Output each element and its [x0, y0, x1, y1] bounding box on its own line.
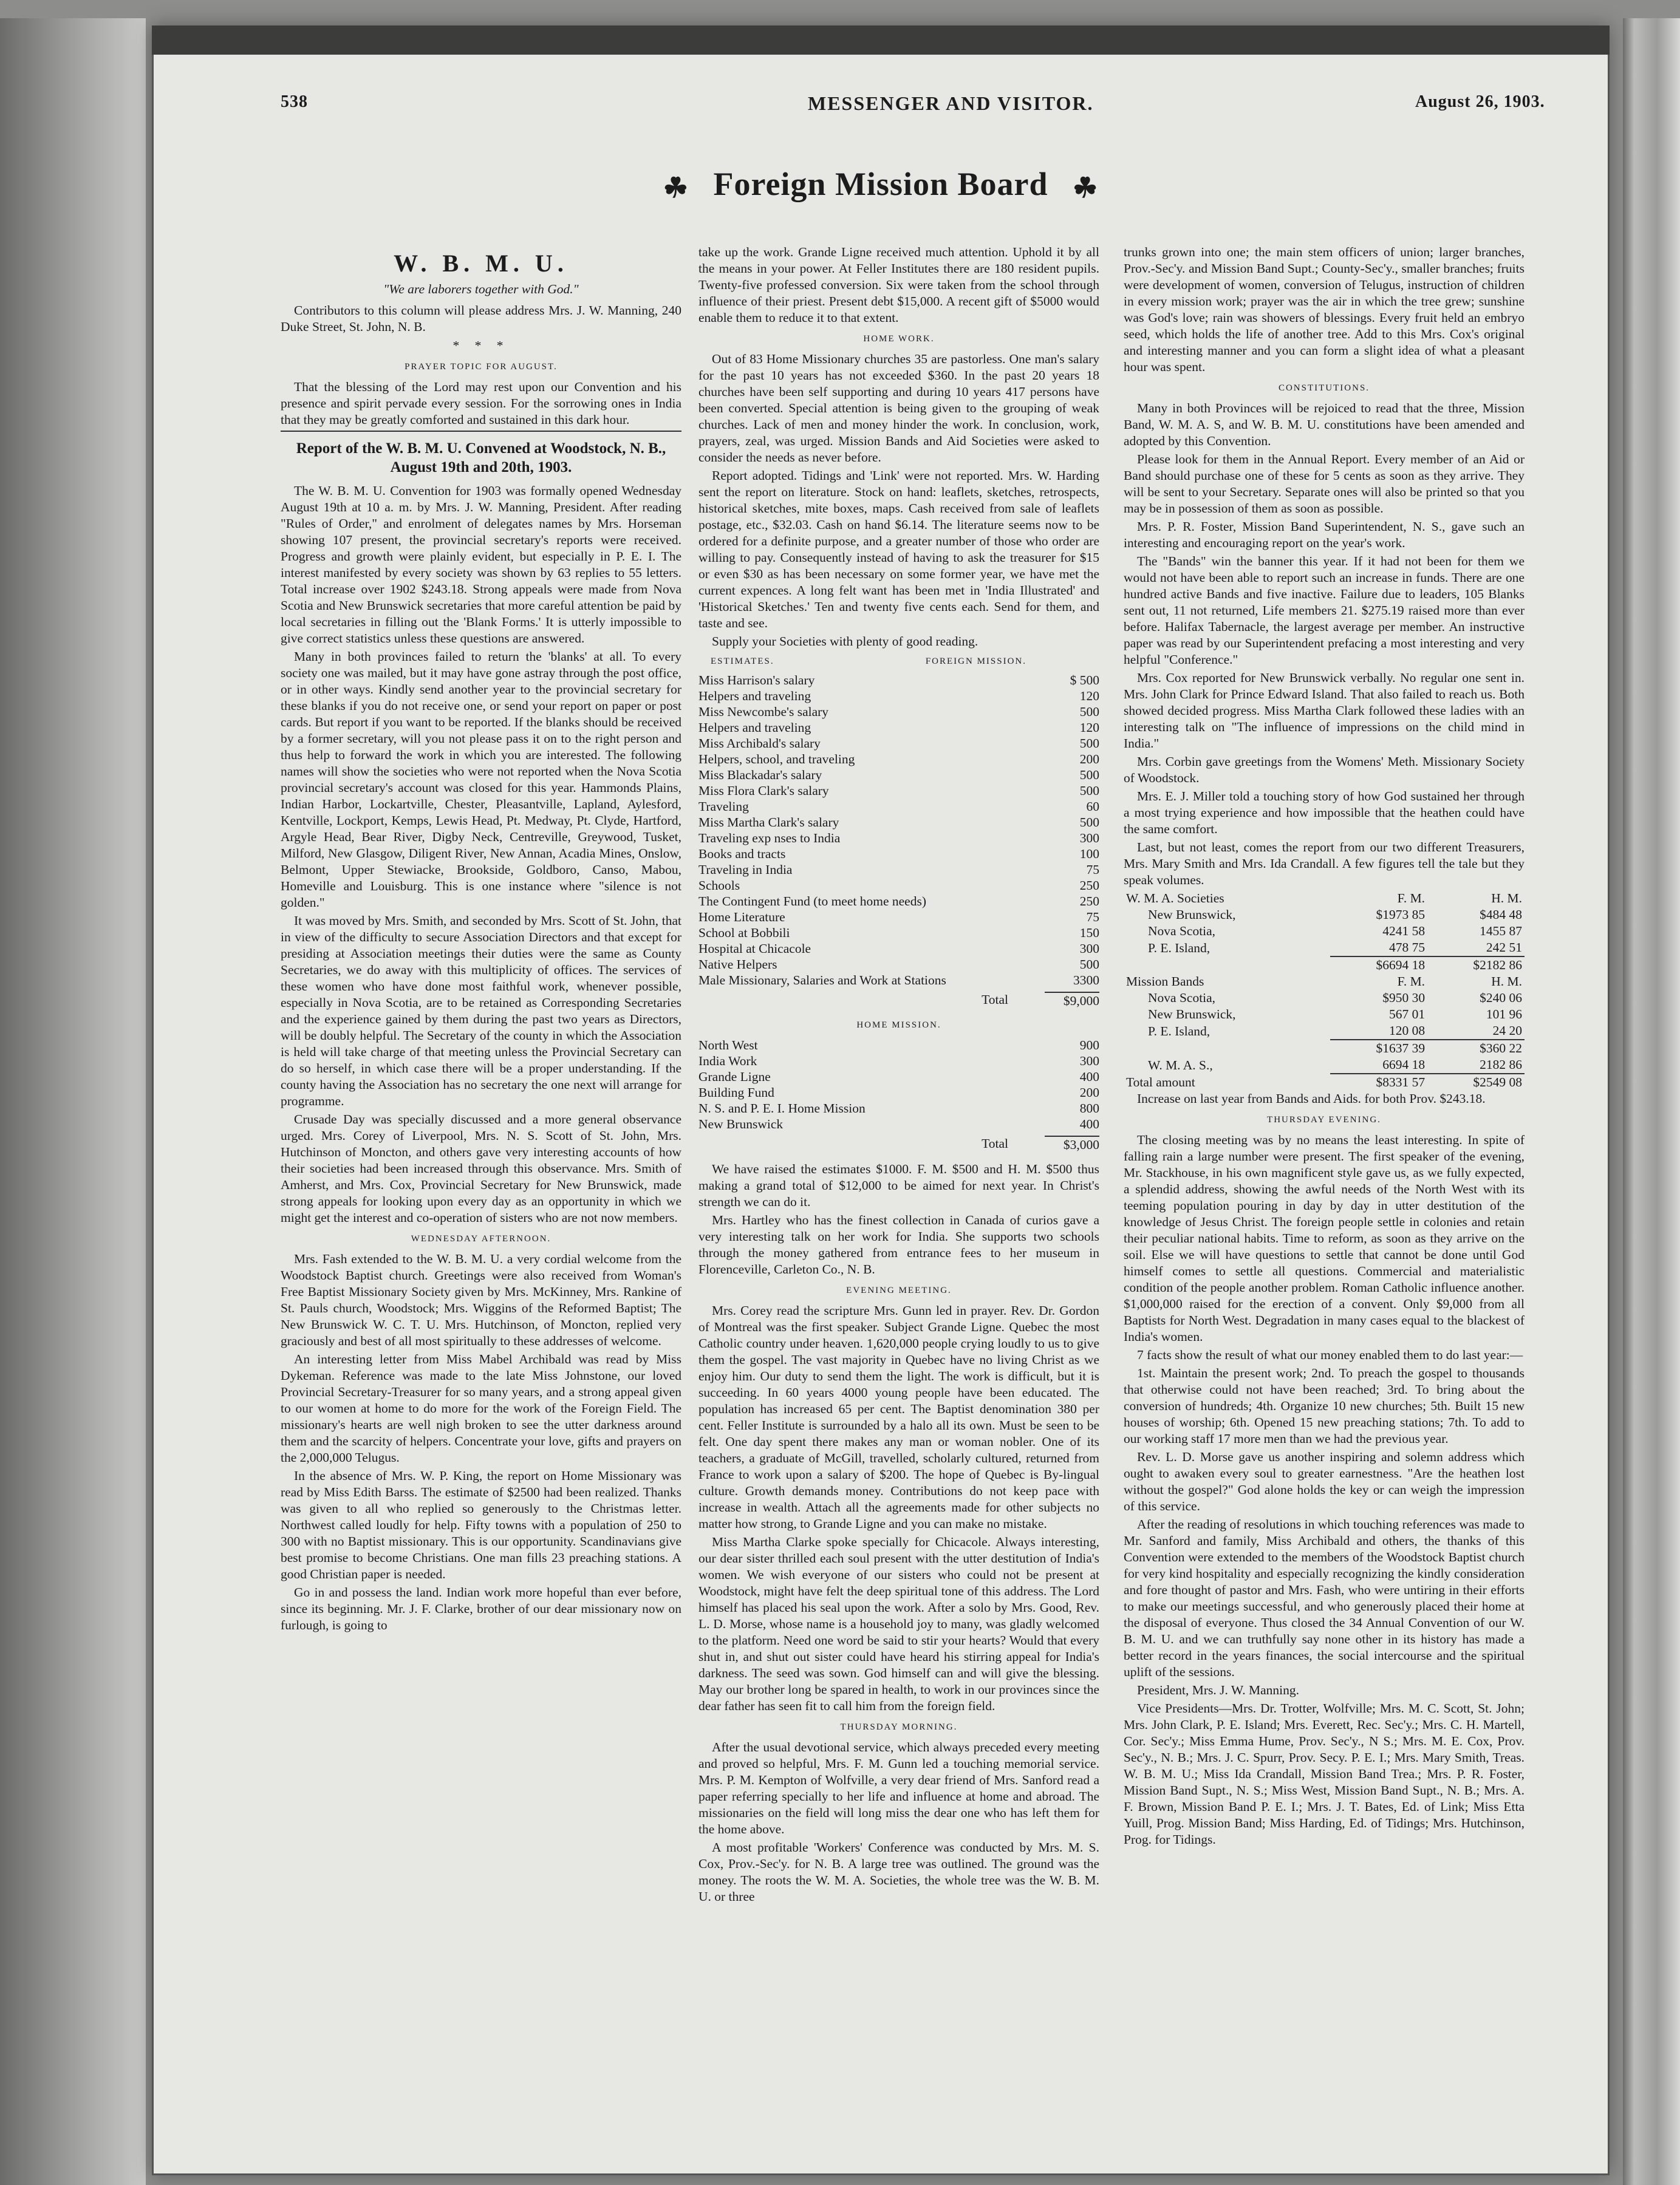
paragraph: Out of 83 Home Missionary churches 35 are pastorless. One man's salary for the past 10 years has not exceeded $360. In the past 20 years 18 churches have been self supporting and during 10 years 417 persons have been converted. Special attention is being given to the grouping of weak churches. Lack of men and money hinder the work. In conclusion, work, prayers, zeal, was urged. Mission Bands and Aid Societies were asked to consider the needs as never before.	[698, 352, 1099, 465]
total-amount: $9,000	[1045, 992, 1099, 1009]
table-cell: Total amount	[1126, 1074, 1195, 1089]
paragraph: In the absence of Mrs. W. P. King, the report on Home Missionary was read by Miss Edith Barss. The estimate of $2500 had been realized. Thanks was given to all who replied so generously to the Christmas letter. Northwest called loudly for help. Fifty towns with a population of 250 to 300 with no Baptist missionary. This is our opportunity. Scandinavians give best promise to become Christians. One man fills 23 preaching stations. A good Christian paper is needed.	[281, 1468, 681, 1581]
estimate-amount: 500	[1079, 736, 1099, 751]
paragraph: Mrs. Fash extended to the W. B. M. U. a very cordial welcome from the Woodstock Baptist church. Greetings were also received from Woman's Free Baptist Missionary Society given by Mrs. McKinney, Mrs. Rankine of St. Pauls church, Woodstock; Mrs. Wiggins of the Reformed Baptist; The New Brunswick W. C. T. U. Mrs. Hutchinson, of Moncton, replied very graciously and best of all most spiritually to these addresses of welcome.	[281, 1252, 681, 1348]
estimate-row	[698, 783, 1099, 799]
table-cell: W. M. A. Societies	[1126, 891, 1224, 905]
estimate-label: Home Literature	[698, 910, 785, 924]
estimate-amount: 300	[1079, 1054, 1099, 1068]
paper-name: MESSENGER AND VISITOR.	[808, 92, 1094, 114]
estimate-amount: 60	[1086, 799, 1099, 814]
table-cell: New Brunswick,	[1148, 907, 1236, 922]
estimate-row	[698, 720, 1099, 735]
table-cell: $1637 39	[1330, 1040, 1427, 1057]
table-row	[1124, 956, 1525, 973]
table-cell: $8331 57	[1330, 1074, 1427, 1091]
table-cell: 101 96	[1486, 1007, 1522, 1021]
estimate-row	[698, 909, 1099, 925]
column-3	[1124, 244, 1525, 1850]
home-mission-list	[698, 1037, 1099, 1132]
estimate-label: Schools	[698, 878, 740, 893]
foreign-mission-total-row	[698, 992, 1099, 1009]
table-cell: 478 75	[1388, 940, 1426, 955]
estimate-label: New Brunswick	[698, 1117, 784, 1131]
table-cell: W. M. A. S.,	[1148, 1057, 1213, 1072]
estimate-label: School at Bobbili	[698, 925, 790, 940]
paragraph: Please look for them in the Annual Report. Every member of an Aid or Band should purchase one of these for 5 cents as soon as they arrive. They will be sent to your Secretary. Separate ones will also be printed so that you may be in possession of them as soon as possible.	[1124, 452, 1525, 516]
estimate-row	[698, 672, 1099, 688]
estimate-amount: 400	[1079, 1117, 1099, 1131]
paragraph: Mrs. Cox reported for New Brunswick verbally. No regular one sent in. Mrs. John Clark for Prince Edward Island. That also failed to reach us. Both showed decided progress. Miss Martha Clark followed these ladies with an interesting talk on "The influence of impressions on the child mind in India."	[1124, 670, 1525, 751]
estimate-label: Hospital at Chicacole	[698, 941, 811, 956]
table-cell: 6694 18	[1382, 1057, 1426, 1072]
estimate-amount: 500	[1079, 704, 1099, 719]
table-cell: Nova Scotia,	[1148, 924, 1216, 938]
paragraph: We have raised the estimates $1000. F. M. $500 and H. M. $500 thus making a grand total of $12,000 to be aimed for next year. In Christ's strength we can do it.	[698, 1162, 1099, 1209]
clover-ornament-icon: ☘	[1073, 172, 1099, 203]
paragraph: trunks grown into one; the main stem officers of union; larger branches, Prov.-Sec'y. and Mission Band Supt.; County-Sec'y., smaller branches; fruits were development of women, conversion of Telugus, instruction of children in every mission work; prayer was the air in which the tree grew; sunshine was God's love; rain was showers of blessings. Every fruit held an embryo seed, which holds the life of another tree. Add to this Mrs. Cox's original and interesting manner and you can form a slight idea of what a pleasant hour was spent.	[1124, 245, 1525, 374]
estimate-label: The Contingent Fund (to meet home needs)	[698, 894, 926, 908]
table-row	[1124, 890, 1525, 907]
table-row	[1124, 907, 1525, 923]
estimate-label: Miss Newcombe's salary	[698, 704, 829, 719]
prayer-topic: That the blessing of the Lord may rest upon our Convention and his presence and spirit pervade every session. For the sorrowing ones in India that they may be greatly comforted and sustained in this dark hour.	[281, 380, 681, 427]
table-cell: $950 30	[1382, 990, 1426, 1005]
estimate-label: India Work	[698, 1054, 757, 1068]
increase-note: Increase on last year from Bands and Aids. for both Prov. $243.18.	[1137, 1091, 1486, 1106]
table-cell: New Brunswick,	[1148, 1007, 1236, 1021]
clover-ornament-icon: ☘	[663, 172, 689, 203]
estimates-header	[698, 653, 1099, 670]
estimate-label: Building Fund	[698, 1085, 774, 1100]
paragraph: Vice Presidents—Mrs. Dr. Trotter, Wolfville; Mrs. M. C. Scott, St. John; Mrs. John Clark, P. E. Island; Mrs. Everett, Rec. Sec'y.; Mrs. C. H. Martell, Cor. Sec'y.; Miss Emma Hume, Prov. Sec'y., N S.; Mrs. M. E. Cox, Prov. Sec'y., N. B.; Mrs. J. C. Spurr, Prov. Secy. P. E. I.; Mrs. Mary Smith, Treas. W. B. M. U.; Miss Ida Crandall, Mission Band Trea.; Mrs. P. R. Foster, Mission Band Supt., N. S.; Miss West, Mission Band Supt., N. B.; Mrs. A. F. Brown, Mission Band P. E. I.; Mrs. J. T. Bates, Ed. of Link; Miss Etta Yuill, Prog. Mission Band; Miss Harding, Ed. of Tidings; Mrs. Hutchinson, Prog. for Tidings.	[1124, 1701, 1525, 1847]
paragraph: President, Mrs. J. W. Manning.	[1137, 1683, 1299, 1697]
estimate-row	[698, 1100, 1099, 1116]
paragraph: The closing meeting was by no means the least interesting. In spite of falling rain a large number were present. The first speaker of the evening, Mr. Stackhouse, in his own magnificent style gave us, as we fully expected, a splendid address, showing the awful needs of the North West with its teeming population pouring in day by day in utter destitution of the knowledge of Jesus Christ. The foreign people settle in colonies and retain their peculiar national habits. Time to reform, as soon as they arrive on the soil. Else we will have questions to settle that cannot be done until God himself comes to settle all questions. Commercial and materialistic condition of the people another problem. Roman Catholic influence another. $1,000,000 raised for the erection of a convent. Only $9,000 from all Baptists for North West. Degradation in many cases equal to the blackest of India's women.	[1124, 1133, 1525, 1344]
column-header-fm: F. M.	[1397, 891, 1426, 905]
estimate-amount: 500	[1079, 815, 1099, 830]
table-cell: P. E. Island,	[1148, 940, 1210, 955]
separator-stars: * * *	[452, 338, 510, 353]
prayer-topic-heading: PRAYER TOPIC FOR AUGUST.	[405, 362, 558, 372]
estimate-label: North West	[698, 1038, 758, 1052]
paragraph: After the reading of resolutions in which touching references was made to Mr. Sanford and family, Miss Archibald and others, the thanks of this Convention were extended to the members of the Woodstock Baptist church for very kind hospitality and especially recognizing the kindly consideration and fore thought of pastor and Mrs. Fash, who were untiring in their efforts to make our meetings successful, and who generously placed their home at the disposal of everyone. Thus closed the 34 Annual Convention of our W. B. M. U. and we can truthfully say none other in its history has made a better record in the years finances, the social intercourse and the spiritual uplift of the sessions.	[1124, 1517, 1525, 1679]
column-motto: "We are laborers together with God."	[383, 282, 579, 296]
estimate-row	[698, 862, 1099, 878]
table-row	[1124, 1006, 1525, 1023]
estimate-amount: 75	[1086, 910, 1099, 924]
table-cell: $2549 08	[1427, 1074, 1525, 1091]
paragraph: Report adopted. Tidings and 'Link' were not reported. Mrs. W. Harding sent the report on literature. Stock on hand: leaflets, sketches, retrospects, historical sketches, mite boxes, maps. Cash received from sale of leaflets postage, etc., $32.03. Cash on hand $6.14. The literature seems now to be ordered for a definite purpose, and a greater number of those who order are willing to pay. Consequently instead of having to ask the treasurer for $15 or even $30 as has been necessary on some former year, we have met the current expences. A long felt want has been met in 'India Illustrated' and 'Historical Sketches.' Ten and twenty five cents each. Send for them, and taste and see.	[698, 468, 1099, 630]
table-cell: $484 48	[1480, 907, 1522, 922]
paragraph: Many in both Provinces will be rejoiced to read that the three, Mission Band, W. M. A. S, and W. B. M. U. constitutions have been amended and adopted by this Convention.	[1124, 401, 1525, 448]
table-cell: 1455 87	[1480, 924, 1522, 938]
paragraph: Crusade Day was specially discussed and a more general observance urged. Mrs. Corey of Liverpool, Mrs. N. S. Scott of St. John, Mrs. Hutchinson of Moncton, and others gave very interesting accounts of how their societies had been increased through this observance. Mrs. Smith of Amherst, and Mrs. Cox, Provincial Secretary for New Brunswick, made strong appeals for looking upon every day as an opportunity in which we might get the interest and co-operation of sisters who are not now members.	[281, 1112, 681, 1225]
table-cell: Mission Bands	[1126, 974, 1204, 989]
paragraph: Last, but not least, comes the report from our two different Treasurers, Mrs. Mary Smith and Mrs. Ida Crandall. A few figures tell the tale but they speak volumes.	[1124, 840, 1525, 887]
paragraph: take up the work. Grande Ligne received much attention. Uphold it by all the means in your power. At Feller Institutes there are 180 resident pupils. Twenty-five professed conversion. Six were taken from the school through influence of their priest. Present debt $15,000. A recent gift of $5000 would enable them to reduce it to that extent.	[698, 245, 1099, 325]
column-2	[698, 244, 1099, 1907]
estimate-row	[698, 1085, 1099, 1100]
table-cell: 24 20	[1492, 1023, 1522, 1038]
estimate-row	[698, 751, 1099, 767]
contributors-note: Contributors to this column will please address Mrs. J. W. Manning, 240 Duke Street, St. John, N. B.	[281, 303, 681, 334]
estimate-amount: 250	[1079, 878, 1099, 893]
estimate-label: Traveling	[698, 799, 749, 814]
bound-pages-edge-right	[1623, 18, 1680, 2185]
estimate-amount: 500	[1079, 957, 1099, 972]
estimate-label: Traveling exp nses to India	[698, 831, 841, 845]
estimate-amount: 120	[1079, 720, 1099, 735]
report-headline: Report of the W. B. M. U. Convened at Woodstock, N. B., August 19th and 20th, 1903.	[296, 440, 666, 476]
treasurer-figures-table	[1124, 890, 1525, 1091]
estimate-row	[698, 814, 1099, 830]
estimates-heading: ESTIMATES.	[711, 656, 774, 666]
subhead-home-work: HOME WORK.	[863, 334, 935, 344]
table-cell: 567 01	[1388, 1007, 1426, 1021]
newspaper-page	[152, 26, 1610, 2175]
estimate-label: Grande Ligne	[698, 1069, 771, 1084]
table-row	[1124, 973, 1525, 990]
subhead-constitutions: CONSTITUTIONS.	[1278, 383, 1370, 393]
table-cell	[1124, 956, 1330, 973]
table-cell: $6694 18	[1330, 956, 1427, 973]
table-row	[1124, 1057, 1525, 1074]
total-label: Total	[982, 992, 1008, 1007]
estimate-amount: 3300	[1073, 973, 1099, 987]
home-mission-total-row	[698, 1136, 1099, 1153]
estimate-label: Native Helpers	[698, 957, 777, 972]
scan-top-shadow	[152, 26, 1610, 55]
estimate-row	[698, 893, 1099, 909]
paragraph: Go in and possess the land. Indian work more hopeful than ever before, since its beginning. Mr. J. F. Clarke, brother of our dear missionary now on furlough, is going to	[281, 1585, 681, 1632]
estimate-label: Miss Flora Clark's salary	[698, 783, 829, 798]
subhead-wednesday-afternoon: WEDNESDAY AFTERNOON.	[411, 1234, 551, 1244]
estimate-row	[698, 799, 1099, 814]
estimate-label: Miss Archibald's salary	[698, 736, 821, 751]
total-label: Total	[982, 1136, 1008, 1151]
paragraph: Mrs. P. R. Foster, Mission Band Superintendent, N. S., gave such an interesting and encouraging report on the year's work.	[1124, 519, 1525, 550]
table-cell: $1973 85	[1376, 907, 1426, 922]
estimate-label: Helpers, school, and traveling	[698, 752, 855, 766]
table-cell: $240 06	[1480, 990, 1522, 1005]
page-number: 538	[281, 92, 308, 111]
column-header-hm: H. M.	[1491, 974, 1522, 989]
paragraph: The "Bands" win the banner this year. If it had not been for them we would not have been able to report such an increase in funds. There are one hundred active Bands and five inactive. Failure due to leaders, 105 Blanks sent out, 11 not returned, Life members 21. $275.19 raised more than ever before. Halifax Tabernacle, the largest average per member. An instructive paper was read by our Superintendent prefacing a most interesting and very helpful "Conference."	[1124, 554, 1525, 667]
paragraph: After the usual devotional service, which always preceded every meeting and proved so helpful, Mrs. F. M. Gunn led a touching memorial service. Mrs. P. M. Kempton of Wolfville, a very dear friend of Mrs. Sanford read a paper referring specially to her life and influence at home and abroad. The missionaries on the field will long miss the dear one who has left them for the home above.	[698, 1740, 1099, 1836]
table-cell: 2182 86	[1480, 1057, 1522, 1072]
table-cell: 4241 58	[1382, 924, 1426, 938]
estimate-row	[698, 1053, 1099, 1069]
estimate-amount: 900	[1079, 1038, 1099, 1052]
estimate-amount: 300	[1079, 831, 1099, 845]
estimate-row	[698, 688, 1099, 704]
table-row	[1124, 1040, 1525, 1057]
estimate-row	[698, 704, 1099, 720]
estimate-row	[698, 925, 1099, 941]
table-row	[1124, 923, 1525, 939]
paragraph: The W. B. M. U. Convention for 1903 was formally opened Wednesday August 19th at 10 a. m. by Mrs. J. W. Manning, President. After reading "Rules of Order," and enrolment of delegates names by Mrs. Horseman showing 107 present, the provincial secretary's reports were received. Progress and growth were plainly evident, but especially in P. E. I. The interest manifested by every society was shown by 63 replies to 55 letters. Total increase over 1902 $243.18. Strong appeals were made from Nova Scotia and New Brunswick secretaries that more careful attention be paid by local secretaries in filling out the 'Blank Forms.' It is utterly impossible to give correct statistics unless these questions are answered.	[281, 483, 681, 646]
estimate-amount: 800	[1079, 1101, 1099, 1116]
paragraph: 1st. Maintain the present work; 2nd. To preach the gospel to thousands that otherwise could not have been reached; 3rd. To bring about the conversion of hundreds; 4th. Organize 10 new churches; 5th. Built 15 new houses of worship; 6th. Opened 15 new preaching stations; 7th. To add to our working staff 17 more men than we had the previous year.	[1124, 1366, 1525, 1446]
table-cell	[1124, 1040, 1330, 1057]
paragraph: Rev. L. D. Morse gave us another inspiring and solemn address which ought to awaken every soul to greater earnestness. "Are the heathen lost without the gospel?" God alone holds the key or can weigh the impression of this service.	[1124, 1450, 1525, 1513]
column-masthead: W. B. M. U.	[394, 250, 569, 277]
estimate-row	[698, 1037, 1099, 1053]
column-header-fm: F. M.	[1397, 974, 1426, 989]
estimate-amount: $ 500	[1070, 673, 1099, 687]
bound-pages-edge-left	[0, 18, 146, 2185]
estimate-row	[698, 941, 1099, 956]
issue-date: August 26, 1903.	[1415, 92, 1545, 111]
paragraph: 7 facts show the result of what our money enabled them to do last year:—	[1137, 1348, 1523, 1362]
estimate-label: Books and tracts	[698, 847, 786, 861]
table-cell: $2182 86	[1427, 956, 1525, 973]
paragraph: Mrs. E. J. Miller told a touching story of how God sustained her through a most trying experience and how impossible that the heathen could have the same comfort.	[1124, 789, 1525, 836]
paragraph: It was moved by Mrs. Smith, and seconded by Mrs. Scott of St. John, that in view of the difficulty to secure Association Directors and that except for presiding at Association meetings their duties were the same as County Secretaries, we do away with this multiplicity of offices. The services of these women who have done most faithful work, whenever possible, especially in Nova Scotia, are to be retained as Corresponding Secretaries and the experience gained by them during the past two years as Directors, will be doubly helpful. The Secretary of the county in which the Association is held will take charge of that meeting unless the Provincial Secretary can do so herself, in which case there will be a proper understanding. If the county having the Association has no secretary the one next will arrange for programme.	[281, 913, 681, 1108]
estimate-amount: 75	[1086, 862, 1099, 877]
paragraph: Many in both provinces failed to return the 'blanks' at all. To every society one was mailed, but it may have gone astray through the post office, or in other ways. Kindly send another year to the provincial secretary for these blanks if you do not receive one, or send your report on paper or post cards. But report if you want to be reported. If the blanks should be received by a former secretary, will you not please pass it on to the right person and thus help to forward the work in which you are interested. The following names will show the societies who were not reported when the Nova Scotia provincial secretary's account was closed for this year. Hammonds Plains, Indian Harbor, Lockartville, Chester, Pleasantville, Lapland, Aylesford, Kentville, Lockport, Kemps, Lewis Head, Pt. Medway, Pt. Clyde, Hartford, Argyle Head, Bear River, Digby Neck, Centreville, Greywood, Tusket, Milford, New Glasgow, Diligent River, New Annan, Acadia Mines, Onslow, Belmont, Upper Stewiacke, Brookside, Goldboro, Canso, Mabou, Homeville and Louisburg. This is one instance where "silence is not golden."	[281, 649, 681, 910]
total-amount: $3,000	[1045, 1136, 1099, 1153]
column-1	[281, 244, 681, 1635]
paragraph: Supply your Societies with plenty of good reading.	[712, 634, 978, 649]
paragraph: A most profitable 'Workers' Conference was conducted by Mrs. M. S. Cox, Prov.-Sec'y. for N. B. A large tree was outlined. The ground was the money. The roots the W. M. A. Societies, the whole tree was the W. B. M. U. or three	[698, 1840, 1099, 1904]
estimate-amount: 400	[1079, 1069, 1099, 1084]
estimate-row	[698, 1116, 1099, 1132]
estimate-amount: 120	[1079, 689, 1099, 703]
paragraph: Mrs. Hartley who has the finest collection in Canada of curios gave a very interesting talk on her work for India. She supports two schools through the money gathered from entrance fees to her museum in Florenceville, Carleton Co., N. B.	[698, 1213, 1099, 1277]
estimate-row	[698, 956, 1099, 972]
estimate-label: Traveling in India	[698, 862, 793, 877]
estimate-label: Miss Martha Clark's salary	[698, 815, 839, 830]
estimate-row	[698, 846, 1099, 862]
estimate-amount: 250	[1079, 894, 1099, 908]
estimate-row	[698, 1069, 1099, 1085]
table-cell: $360 22	[1427, 1040, 1525, 1057]
table-cell: 120 08	[1388, 1023, 1426, 1038]
estimate-amount: 100	[1079, 847, 1099, 861]
subhead-thursday-evening: THURSDAY EVENING.	[1267, 1115, 1381, 1125]
table-row	[1124, 990, 1525, 1006]
paragraph: Miss Martha Clarke spoke specially for Chicacole. Always interesting, our dear sister thrilled each soul present with the utter destitution of India's women. We wish everyone of our sisters who could not be present at Woodstock, might have felt the deep spiritual tone of this address. The Lord himself has placed his seal upon the work. After a solo by Mrs. Good, Rev. L. D. Morse, whose name is a household joy to many, was gladly welcomed to the platform. Need one word be said to stir your hearts? Would that every shut in, and shut out sister could have heard his stirring appeal for India's darkness. The seed was sown. God himself can and will give the blessing. May our brother long be spared in health, to work in our provinces since the dear father has seen fit to call him from the foreign field.	[698, 1535, 1099, 1713]
estimate-amount: 300	[1079, 941, 1099, 956]
table-cell: Nova Scotia,	[1148, 990, 1216, 1005]
section-title-text: Foreign Mission Board	[713, 166, 1048, 202]
estimate-label: Helpers and traveling	[698, 689, 811, 703]
estimate-row	[698, 830, 1099, 846]
table-cell: 242 51	[1486, 940, 1522, 955]
estimate-label: Male Missionary, Salaries and Work at Stations	[698, 973, 946, 987]
estimate-amount: 200	[1079, 1085, 1099, 1100]
estimate-row	[698, 972, 1099, 988]
estimate-row	[698, 878, 1099, 893]
estimate-label: Helpers and traveling	[698, 720, 811, 735]
table-row	[1124, 1074, 1525, 1091]
foreign-mission-heading: FOREIGN MISSION.	[925, 656, 1026, 666]
section-title	[152, 165, 1610, 204]
divider	[281, 431, 681, 432]
estimate-label: N. S. and P. E. I. Home Mission	[698, 1101, 866, 1116]
estimate-row	[698, 735, 1099, 751]
paragraph: Mrs. Corey read the scripture Mrs. Gunn led in prayer. Rev. Dr. Gordon of Montreal was the first speaker. Subject Grande Ligne. Quebec the most Catholic country under heaven. 1,620,000 people crying loudly to us to give them the gospel. The vast majority in Quebec have no living Christ as we enjoy him. Our duty to send them the light. The work is difficult, but it is succeeding. In 60 years 4000 young people have been educated. The population has increased 65 per cent. The Baptist denomination 380 per cent. Feller Institute is surrounded by a halo all its own. Must be seen to be felt. One day spent there makes any man or woman nobler. One of its teachers, a graduate of McGill, travelled, scholarly cultured, returned from France to work upon a salary of $200. The hope of Quebec is By-lingual culture. Growth demands money. Contributions do not keep pace with increase in wealth. Attach all the agreements made for other subjects no matter how strong, to Grande Ligne and you can make no mistake.	[698, 1303, 1099, 1531]
subhead-evening-meeting: EVENING MEETING.	[846, 1286, 952, 1295]
table-cell: P. E. Island,	[1148, 1023, 1210, 1038]
estimate-amount: 500	[1079, 768, 1099, 782]
estimate-row	[698, 767, 1099, 783]
paragraph: Mrs. Corbin gave greetings from the Womens' Meth. Missionary Society of Woodstock.	[1124, 754, 1525, 785]
paragraph: An interesting letter from Miss Mabel Archibald was read by Miss Dykeman. Reference was made to the late Miss Johnstone, our loved Provincial Secretary-Treasurer for so many years, and a strong appeal given to our women at home to do more for the work of the Foreign Field. The missionary's hearts are well nigh broken to see the utter darkness around them and the scarcity of helpers. Concentrate your love, gifts and prayers on the 2,000,000 Telugus.	[281, 1352, 681, 1465]
estimate-label: Miss Harrison's salary	[698, 673, 815, 687]
estimate-label: Miss Blackadar's salary	[698, 768, 822, 782]
subhead-home-mission: HOME MISSION.	[856, 1020, 941, 1030]
subhead-thursday-morning: THURSDAY MORNING.	[840, 1722, 958, 1732]
table-row	[1124, 1023, 1525, 1040]
table-row	[1124, 939, 1525, 956]
foreign-mission-list	[698, 672, 1099, 988]
column-header-hm: H. M.	[1491, 891, 1522, 905]
estimate-amount: 150	[1079, 925, 1099, 940]
estimate-amount: 200	[1079, 752, 1099, 766]
estimate-amount: 500	[1079, 783, 1099, 798]
